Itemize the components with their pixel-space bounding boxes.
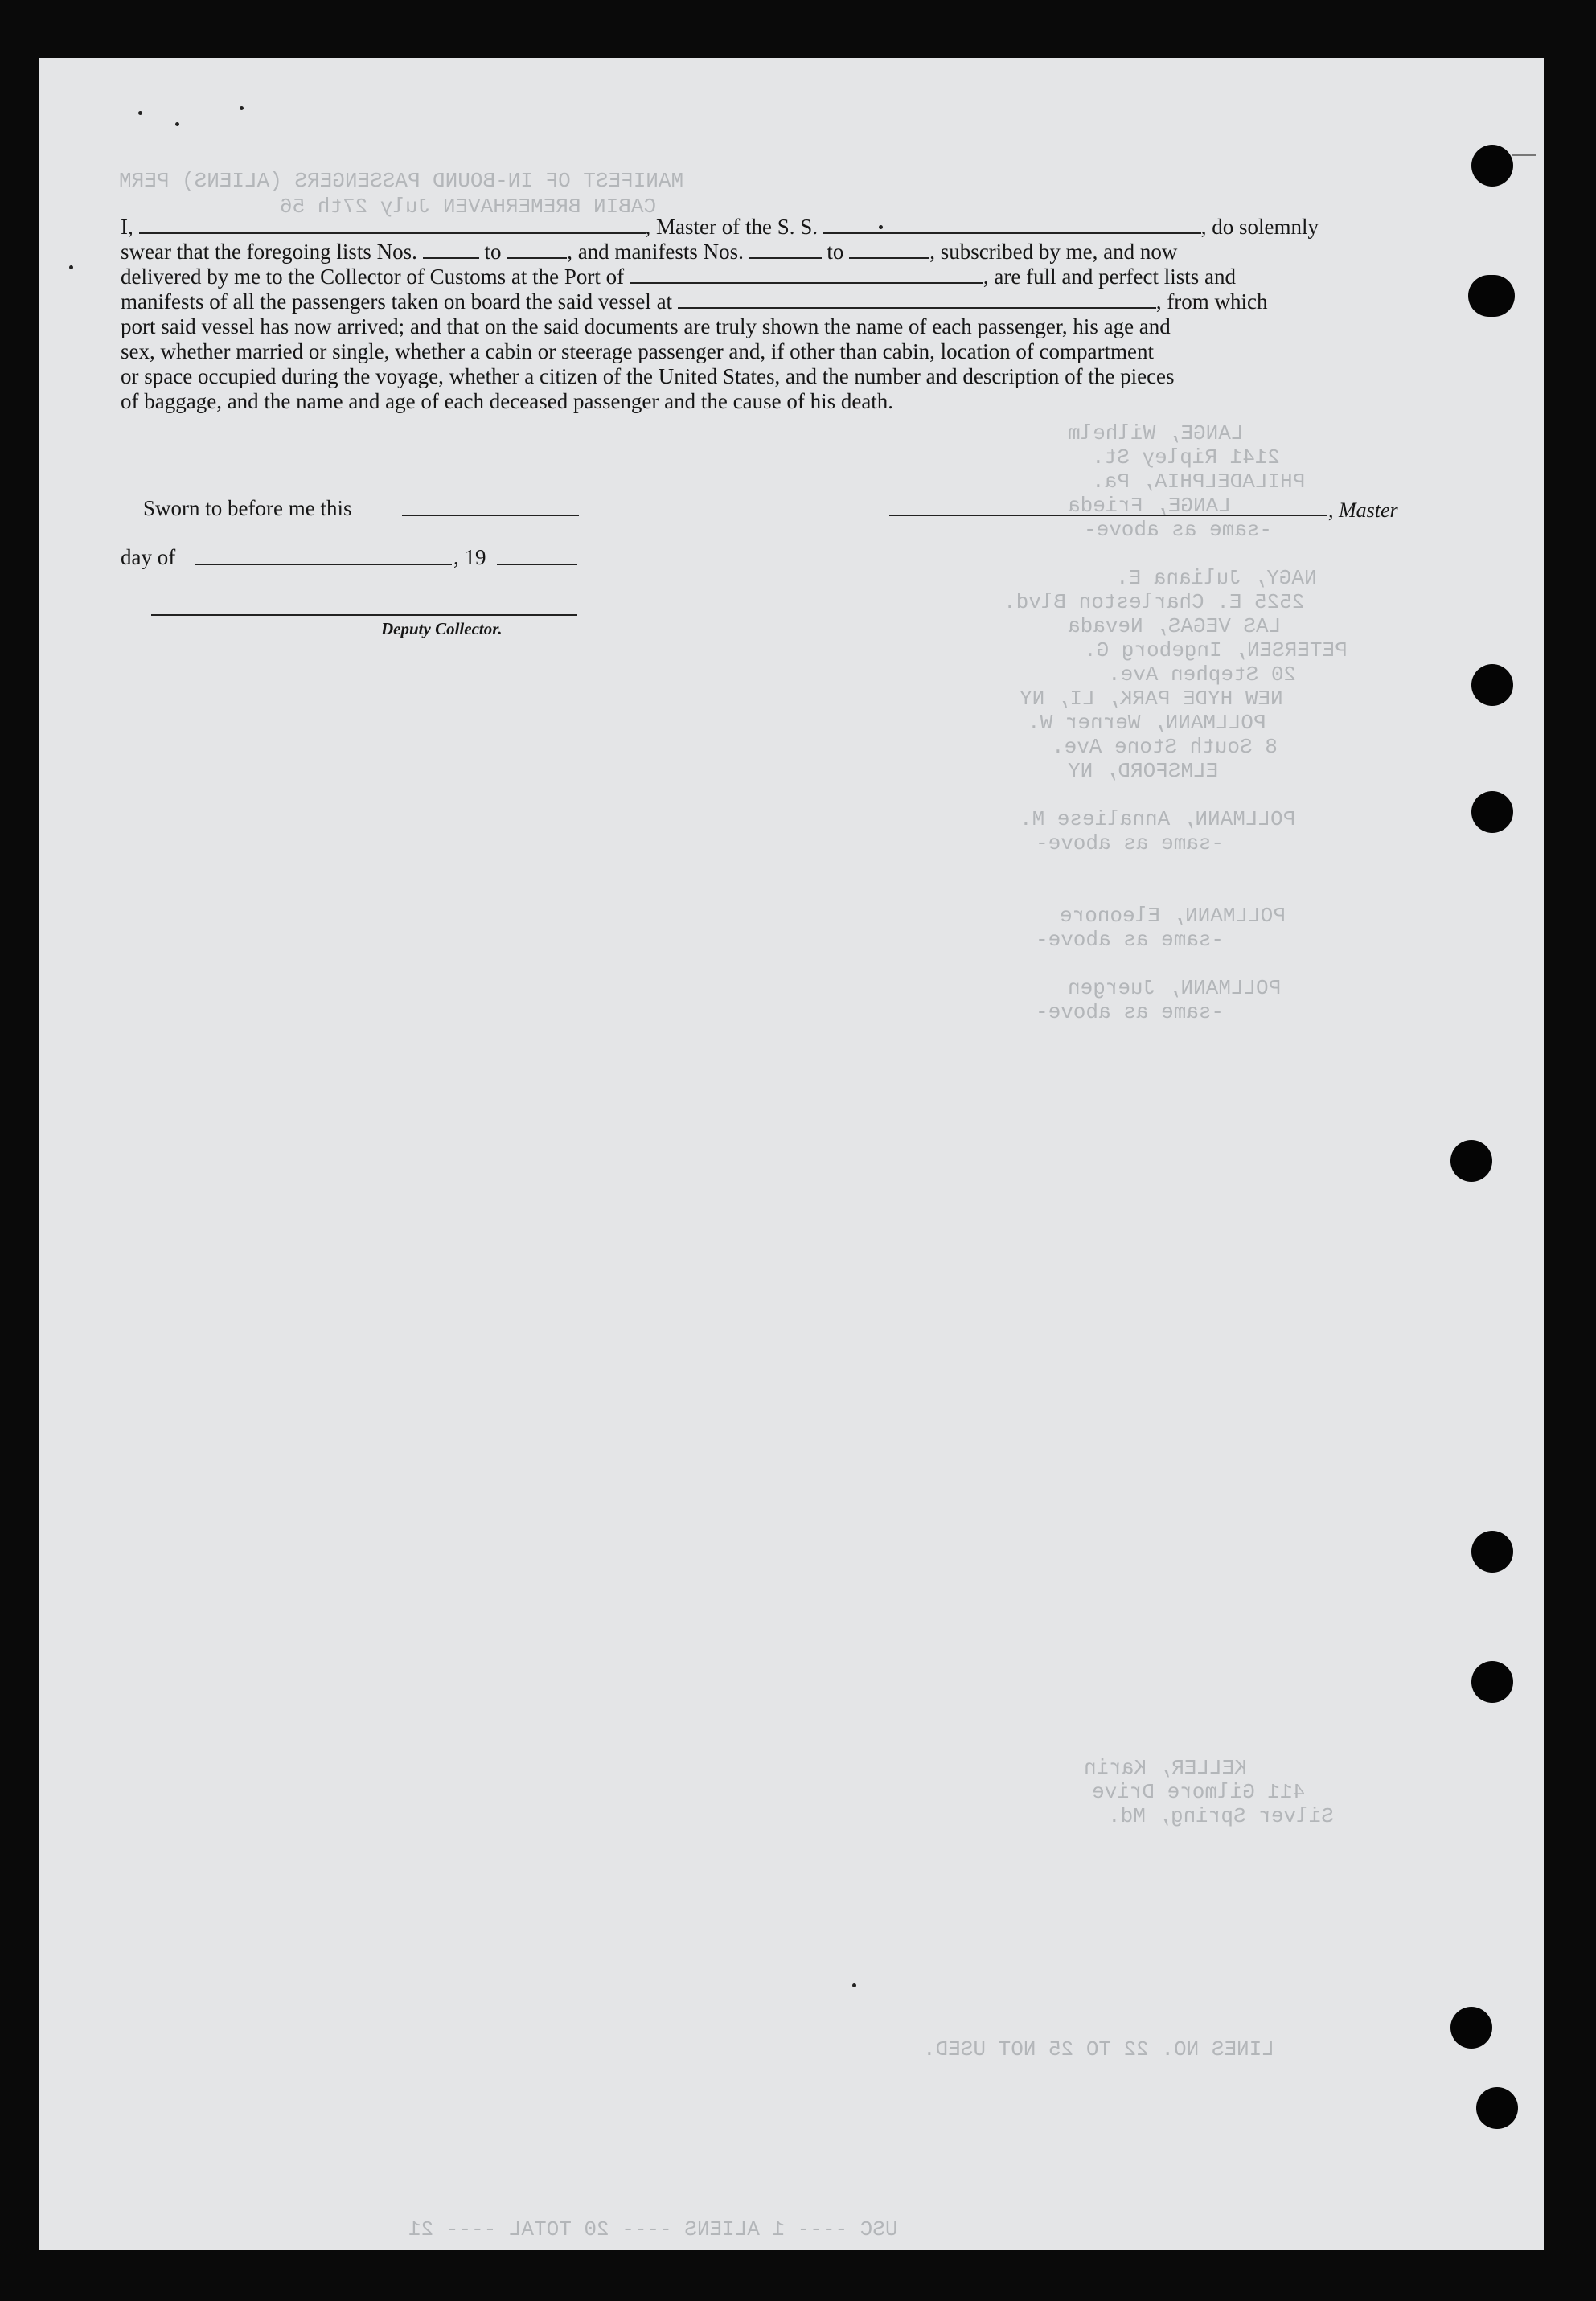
ink-speck xyxy=(138,111,142,115)
bleed-line: CABIN BREMERHAVEN July 27th 56 xyxy=(280,195,657,219)
sworn-date-blank xyxy=(402,515,579,516)
oath-line-7: or space occupied during the voyage, whether a citizen of the United States, and the number and description of the pieces xyxy=(121,364,1175,388)
oath-line-6: sex, whether married or single, whether a cabin or steerage passenger and, if other than cabin, location of compartment xyxy=(121,339,1155,363)
oath-line-1: I, , Master of the S. S. , do solemnly xyxy=(121,215,1319,239)
ink-speck xyxy=(240,106,244,110)
lists-to-blank xyxy=(507,240,567,259)
bleed-line: -same as above- xyxy=(1036,831,1225,855)
bleed-line: ELMSFORD, NY xyxy=(1068,759,1219,783)
manifests-from-blank xyxy=(749,240,822,259)
punch-hole xyxy=(1471,1531,1513,1573)
bleed-line: KELLER, Karin xyxy=(1084,1756,1247,1780)
bleed-line: LINES NO. 22 TO 25 NOT USED. xyxy=(923,2037,1274,2061)
master-label: , Master xyxy=(1328,498,1398,522)
punch-hole xyxy=(1450,1140,1492,1182)
bleed-line: NAGY, Juliana E. xyxy=(1116,566,1317,590)
oath-line-5: port said vessel has now arrived; and that on the said documents are truly shown the name of each passenger, his age and xyxy=(121,314,1171,338)
bleed-line: LANGE, Frieda xyxy=(1068,494,1231,518)
punch-hole xyxy=(1471,145,1513,187)
bleed-line: -same as above- xyxy=(1036,1000,1225,1024)
port-blank xyxy=(630,265,983,284)
bleed-line: 8 South Stone Ave. xyxy=(1052,735,1278,759)
oath-line-3: delivered by me to the Collector of Customs at the Port of , are full and perfect lists and xyxy=(121,265,1237,289)
bleed-line: 2525 E. Charleston Blvd. xyxy=(1003,590,1305,614)
bleed-line: USC ---- 1 ALIENS ---- 20 TOTAL ---- 21 xyxy=(408,2217,898,2242)
bleed-line: POLLMANN, Eleonore xyxy=(1060,904,1286,928)
oath-line-4: manifests of all the passengers taken on board the said vessel at , from which xyxy=(121,289,1268,314)
oath-paragraph xyxy=(121,215,1455,414)
day-of-label: day of xyxy=(121,545,176,569)
punch-hole xyxy=(1450,2007,1492,2049)
document-page xyxy=(39,58,1544,2250)
year-prefix: , 19 xyxy=(453,545,486,569)
bleed-line: 20 Stephen Ave. xyxy=(1108,662,1297,687)
bleed-line: POLLMANN, Juergen xyxy=(1068,976,1282,1000)
bleed-line: PETERSEN, Ingeborg G. xyxy=(1084,638,1348,662)
punch-hole xyxy=(1476,2087,1518,2129)
oath-line-2: swear that the foregoing lists Nos. to , and manifests Nos. to , subscribed by me, and now xyxy=(121,240,1178,264)
deputy-signature-line xyxy=(151,614,577,616)
oath-line-8: of baggage, and the name and age of each deceased passenger and the cause of his death. xyxy=(121,389,894,413)
edge-mark xyxy=(1512,154,1536,156)
bleed-line: NEW HYDE PARK, LI, NY xyxy=(1020,687,1283,711)
ink-speck xyxy=(879,225,883,229)
ink-speck xyxy=(175,122,179,126)
year-blank xyxy=(497,564,577,565)
ink-speck xyxy=(69,265,73,269)
deputy-collector-label: Deputy Collector. xyxy=(381,619,503,638)
ink-speck xyxy=(852,1983,856,1987)
bleed-line: 2141 Ripley St. xyxy=(1092,445,1281,470)
bleed-line: PHILADELPHIA, Pa. xyxy=(1092,470,1306,494)
bleed-line: POLLMANN, Annaliese M. xyxy=(1020,807,1296,831)
punch-hole xyxy=(1468,275,1515,317)
bleed-line: -same as above- xyxy=(1084,518,1273,542)
punch-hole xyxy=(1471,791,1513,833)
bleed-line: 411 Gilmore Drive xyxy=(1092,1780,1306,1804)
manifests-to-blank xyxy=(849,240,929,259)
bleed-line: Silver Spring, Md. xyxy=(1108,1804,1334,1828)
bleed-line: LANGE, Wilhelm xyxy=(1068,421,1244,445)
departure-port-blank xyxy=(678,289,1156,309)
sworn-label: Sworn to before me this xyxy=(143,496,352,520)
vessel-name-blank xyxy=(823,215,1201,234)
bleed-line: -same as above- xyxy=(1036,928,1225,952)
punch-hole xyxy=(1471,1661,1513,1703)
bleed-line: LAS VEGAS, Nevada xyxy=(1068,614,1282,638)
punch-hole xyxy=(1471,664,1513,706)
bleed-line: MANIFEST OF IN-BOUND PASSENGERS (ALIENS) PERM xyxy=(119,169,684,193)
lists-from-blank xyxy=(423,240,479,259)
bleed-line: POLLMANN, Werner W. xyxy=(1028,711,1266,735)
day-of-blank xyxy=(195,564,452,565)
